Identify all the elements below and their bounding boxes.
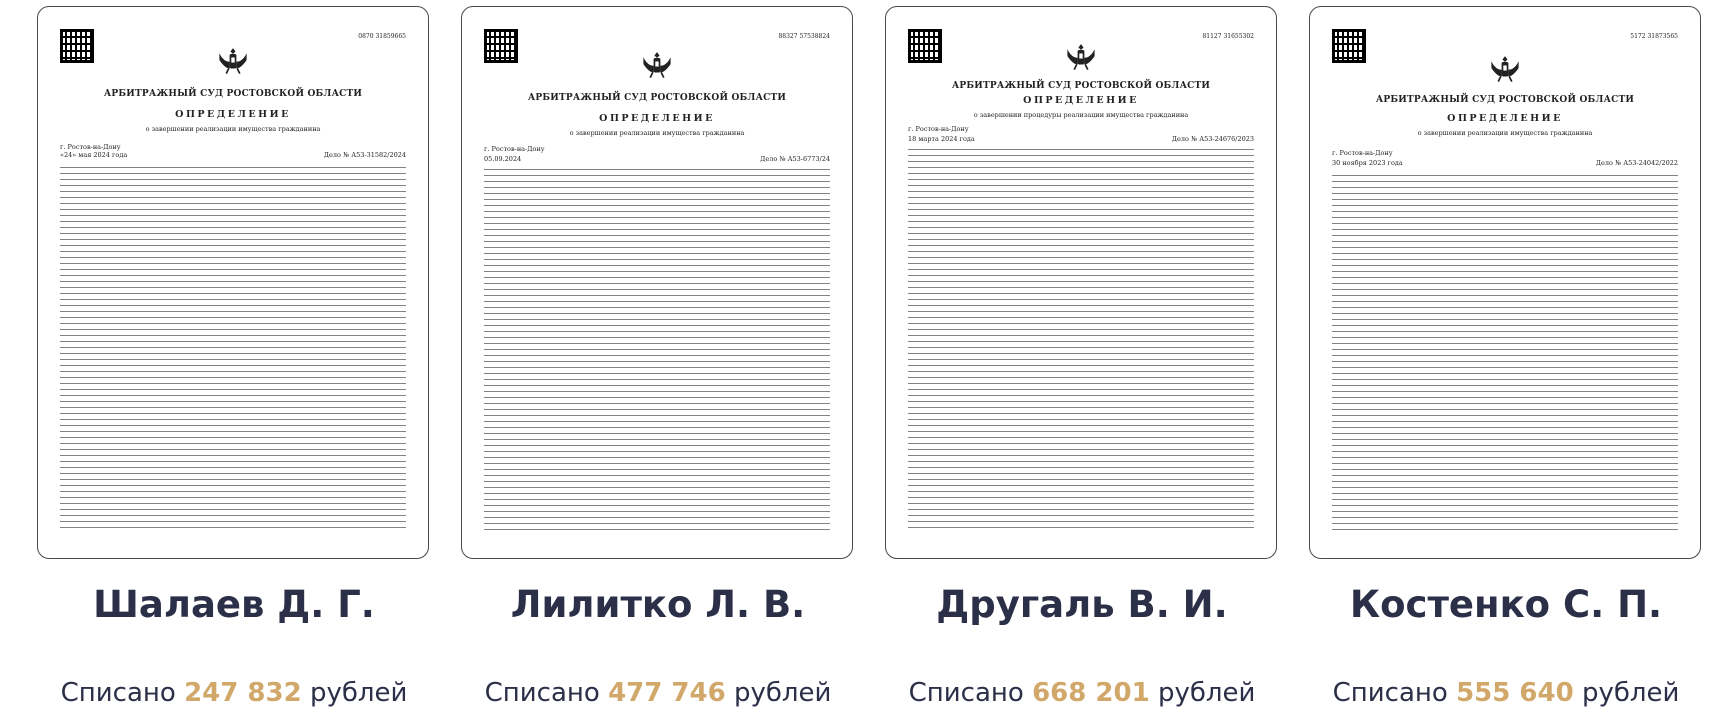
document-number: 5172 31873565 bbox=[1630, 33, 1678, 40]
document-date: 30 ноября 2023 года bbox=[1332, 159, 1403, 167]
debt-written-off bbox=[461, 678, 855, 708]
document-date: 05.09.2024 bbox=[484, 155, 522, 163]
document-title: ОПРЕДЕЛЕНИЕ bbox=[1023, 95, 1139, 106]
court-document-thumbnail[interactable] bbox=[1309, 6, 1701, 559]
case-card bbox=[885, 6, 1279, 708]
document-title: ОПРЕДЕЛЕНИЕ bbox=[599, 113, 715, 124]
court-name: АРБИТРАЖНЫЙ СУД РОСТОВСКОЙ ОБЛАСТИ bbox=[1375, 95, 1635, 105]
debt-written-off bbox=[885, 678, 1279, 708]
document-subtitle: о завершении реализации имущества гражданина bbox=[1417, 129, 1593, 137]
document-city: г. Ростов-на-Дону bbox=[60, 143, 121, 151]
amount-value: 555 640 bbox=[1456, 678, 1574, 708]
document-body-text bbox=[908, 149, 1254, 532]
amount-value: 247 832 bbox=[184, 678, 302, 708]
case-number: Дело № А53-24042/2022 bbox=[1595, 159, 1678, 167]
case-number: Дело № А53-6773/24 bbox=[760, 155, 830, 163]
client-name: Костенко С. П. bbox=[1349, 583, 1663, 626]
client-name: Лилитко Л. В. bbox=[510, 583, 806, 626]
summary-prefix: Списано bbox=[1332, 678, 1448, 708]
coat-of-arms-icon bbox=[1488, 51, 1522, 85]
document-subtitle: о завершении реализации имущества гражданина bbox=[145, 125, 321, 133]
document-subtitle: о завершении реализации имущества гражданина bbox=[569, 129, 745, 137]
debt-written-off bbox=[1309, 678, 1703, 708]
summary-currency: рублей bbox=[309, 678, 408, 708]
court-name: АРБИТРАЖНЫЙ СУД РОСТОВСКОЙ ОБЛАСТИ bbox=[527, 93, 787, 103]
amount-value: 477 746 bbox=[608, 678, 726, 708]
document-subtitle: о завершении процедуры реализации имущества гражданина bbox=[973, 111, 1189, 119]
document-body-text bbox=[1332, 175, 1678, 532]
summary-prefix: Списано bbox=[60, 678, 176, 708]
qr-code-icon bbox=[60, 29, 94, 63]
case-card bbox=[37, 6, 431, 708]
document-city: г. Ростов-на-Дону bbox=[908, 125, 969, 133]
document-title: ОПРЕДЕЛЕНИЕ bbox=[1447, 113, 1563, 124]
client-name: Другаль В. И. bbox=[936, 583, 1228, 626]
court-document-thumbnail[interactable] bbox=[885, 6, 1277, 559]
document-number: 81127 31655302 bbox=[1202, 33, 1254, 40]
case-card bbox=[1309, 6, 1703, 708]
document-city: г. Ростов-на-Дону bbox=[1332, 149, 1393, 157]
debt-written-off bbox=[37, 678, 431, 708]
court-name: АРБИТРАЖНЫЙ СУД РОСТОВСКОЙ ОБЛАСТИ bbox=[951, 81, 1211, 91]
court-name: АРБИТРАЖНЫЙ СУД РОСТОВСКОЙ ОБЛАСТИ bbox=[103, 89, 363, 99]
document-body-text bbox=[484, 169, 830, 532]
summary-prefix: Списано bbox=[908, 678, 1024, 708]
document-title: ОПРЕДЕЛЕНИЕ bbox=[175, 109, 291, 120]
document-city: г. Ростов-на-Дону bbox=[484, 145, 545, 153]
qr-code-icon bbox=[908, 29, 942, 63]
summary-currency: рублей bbox=[1157, 678, 1256, 708]
case-number: Дело № А53-24676/2023 bbox=[1171, 135, 1254, 143]
coat-of-arms-icon bbox=[216, 43, 250, 77]
court-document-thumbnail[interactable] bbox=[37, 6, 429, 559]
coat-of-arms-icon bbox=[640, 47, 674, 81]
document-body-text bbox=[60, 167, 406, 532]
coat-of-arms-icon bbox=[1064, 39, 1098, 73]
summary-currency: рублей bbox=[733, 678, 832, 708]
qr-code-icon bbox=[484, 29, 518, 63]
document-number: 0870 31859665 bbox=[358, 33, 406, 40]
amount-value: 668 201 bbox=[1032, 678, 1150, 708]
client-name: Шалаев Д. Г. bbox=[93, 583, 375, 626]
summary-prefix: Списано bbox=[484, 678, 600, 708]
court-document-thumbnail[interactable] bbox=[461, 6, 853, 559]
qr-code-icon bbox=[1332, 29, 1366, 63]
document-number: 88327 57538824 bbox=[778, 33, 830, 40]
document-date: «24» мая 2024 года bbox=[60, 151, 128, 159]
document-date: 18 марта 2024 года bbox=[908, 135, 975, 143]
case-number: Дело № А53-31582/2024 bbox=[323, 151, 406, 159]
case-card bbox=[461, 6, 855, 708]
summary-currency: рублей bbox=[1581, 678, 1680, 708]
